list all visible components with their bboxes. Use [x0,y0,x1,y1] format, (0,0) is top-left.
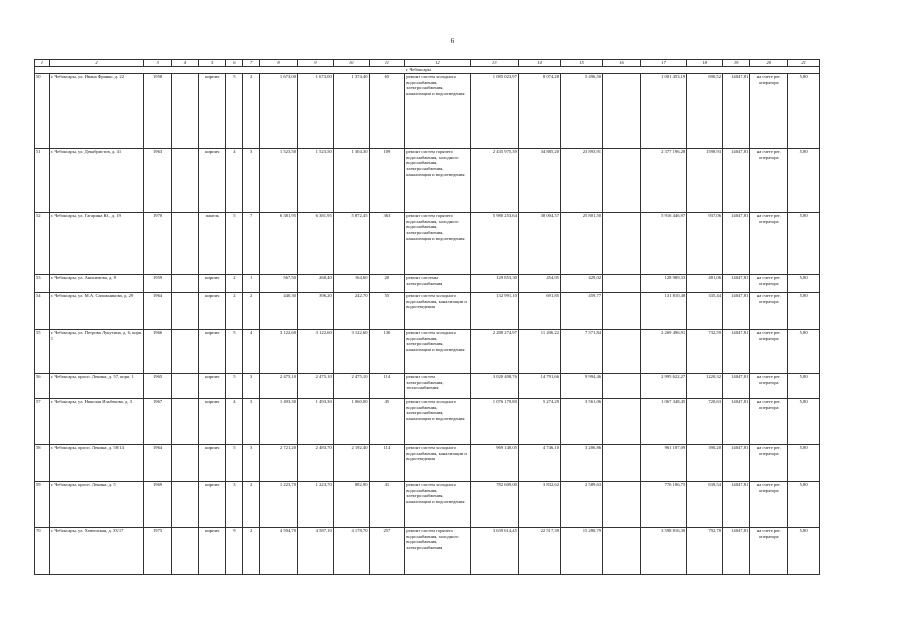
cell-f2: 15 280,79 [560,528,602,575]
cell-maxc: 14047,81 [723,330,750,374]
cell-f3: 2 269 496,91 [640,330,686,374]
city-heading-row [35,67,820,74]
cell-unit: 335,44 [687,293,723,330]
cell-mat: кирпич [199,275,226,293]
cell-src: на счете рег. оператора [750,482,788,528]
cell-mat: кирпич [199,293,226,330]
cell-c21: 5,80 [788,330,820,374]
cell-a1: 2 721,20 [260,445,298,482]
column-number-row [35,60,820,67]
cell-src: на счете рег. оператора [750,528,788,575]
cell-c21: 5,80 [788,275,820,293]
column-number: 13 [470,60,518,67]
cell-total: 3 639 614,45 [470,528,518,575]
cell-total: 129 853,30 [470,275,518,293]
cell-people: 114 [369,374,405,399]
cell-a1: 6 381,95 [260,213,298,275]
cell-unit: 690,52 [687,74,723,149]
cell-people: 257 [369,528,405,575]
cell-src: на счете рег. оператора [750,293,788,330]
cell-addr: г. Чебоксары, ул. Анисимова, д. 8 [49,275,144,293]
cell-f2: 9 994,46 [560,374,602,399]
column-number: 7 [243,60,260,67]
cell-c21: 5,80 [788,399,820,445]
column-number: 21 [788,60,820,67]
housing-repair-table [34,59,820,575]
table-row [35,293,820,330]
cell-f1: 8 074,28 [518,74,560,149]
cell-f3: 5 916 446,97 [640,213,686,275]
cell-a3: 882,90 [333,482,369,528]
cell-src: на счете рег. оператора [750,399,788,445]
cell-unit: 1220,32 [687,374,723,399]
cell-f3: 128 989,33 [640,275,686,293]
column-number: 2 [49,60,144,67]
cell-entr: 2 [243,293,260,330]
cell-c16 [603,330,641,374]
cell-f3: 1 067 348,45 [640,399,686,445]
cell-a3: 3 122,60 [333,330,369,374]
cell-src: на счете рег. оператора [750,149,788,213]
cell-entr: 2 [243,528,260,575]
cell-f3: 1 001 453,19 [640,74,686,149]
cell-f2: 23 893,91 [560,149,602,213]
cell-entr: 4 [243,330,260,374]
cell-a3: 1 304,30 [333,149,369,213]
cell-src: на счете рег. оператора [750,74,788,149]
cell-c21: 5,80 [788,445,820,482]
cell-entr: 3 [243,149,260,213]
cell-a1: 1 493,30 [260,399,298,445]
column-number: 12 [405,60,470,67]
cell-maxc: 14047,81 [723,482,750,528]
column-number: 1 [35,60,50,67]
cell-maxc: 14047,81 [723,528,750,575]
cell-a2: 3 122,60 [297,330,333,374]
cell-c16 [603,293,641,330]
table-row [35,445,820,482]
cell-entr: 3 [243,399,260,445]
cell-f3: 776 186,75 [640,482,686,528]
column-number: 8 [260,60,298,67]
cell-unit: 792,78 [687,528,723,575]
column-number: 9 [297,60,333,67]
cell-mat: панель [199,213,226,275]
cell-total: 5 980 253,64 [470,213,518,275]
cell-work: ремонт систем горячего водоснабжения, холодного водоснабжения, электроснабжения, канализации и водоотведения [405,149,470,213]
cell-year: 1958 [144,74,171,149]
cell-c16 [603,528,641,575]
cell-work: ремонт систем холодного водоснабжения, электроснабжения, канализации и водоотведения [405,399,470,445]
cell-year: 1964 [144,445,171,482]
cell-c4 [171,293,198,330]
cell-work: ремонт систем электроснабжения, теплоснабжения [405,374,470,399]
cell-a1: 1 673,00 [260,74,298,149]
cell-f2: 429,02 [560,275,602,293]
cell-a3: 4 178,70 [333,528,369,575]
cell-f1: 691,85 [518,293,560,330]
cell-people: 114 [369,445,405,482]
cell-num: 58 [35,445,50,482]
cell-floors: 5 [226,445,243,482]
cell-c4 [171,149,198,213]
cell-total: 132 991,10 [470,293,518,330]
cell-num: 59 [35,482,50,528]
cell-c16 [603,445,641,482]
cell-a3: 2 192,40 [333,445,369,482]
cell-a2: 1 523,50 [297,149,333,213]
cell-total: 782 609,00 [470,482,518,528]
cell-c16 [603,275,641,293]
cell-total: 1 076 179,80 [470,399,518,445]
cell-addr: г. Чебоксары, ул. Петрова Лукутина, д. 6, корп. 1 [49,330,144,374]
cell-a3: 164,60 [333,275,369,293]
cell-a2: 268,40 [297,275,333,293]
cell-c4 [171,399,198,445]
column-number: 18 [687,60,723,67]
cell-num: 57 [35,399,50,445]
cell-a2: 1 223,70 [297,482,333,528]
cell-c4 [171,528,198,575]
cell-floors: 5 [226,330,243,374]
cell-a1: 4 594,70 [260,528,298,575]
cell-src: на счете рег. оператора [750,374,788,399]
table-row [35,213,820,275]
cell-floors: 9 [226,528,243,575]
cell-c4 [171,374,198,399]
cell-floors: 2 [226,293,243,330]
cell-f2: 25 801,50 [560,213,602,275]
cell-c16 [603,482,641,528]
cell-maxc: 14047,81 [723,149,750,213]
cell-year: 1966 [144,330,171,374]
cell-a1: 567,50 [260,275,298,293]
cell-f1: 5 274,29 [518,399,560,445]
cell-mat: кирпич [199,528,226,575]
cell-a2: 2 483,70 [297,445,333,482]
cell-people: 130 [369,330,405,374]
column-number: 6 [226,60,243,67]
cell-maxc: 14047,81 [723,399,750,445]
table-row [35,149,820,213]
cell-people: 20 [369,275,405,293]
cell-maxc: 14047,81 [723,374,750,399]
cell-mat: кирпич [199,374,226,399]
cell-unit: 937,06 [687,213,723,275]
cell-mat: кирпич [199,482,226,528]
cell-mat: кирпич [199,445,226,482]
cell-a1: 440,30 [260,293,298,330]
cell-f1: 22 517,39 [518,528,560,575]
cell-a1: 3 122,60 [260,330,298,374]
cell-addr: г. Чебоксары, просп. Ленина, д. 57, корп. 1 [49,374,144,399]
table-row [35,74,820,149]
cell-year: 1967 [144,399,171,445]
cell-floors: 4 [226,149,243,213]
table-row [35,275,820,293]
cell-year: 1963 [144,149,171,213]
cell-work: ремонт системы электроснабжения [405,275,470,293]
cell-work: ремонт систем холодного водоснабжения, электроснабжения, канализации и водоотведения [405,482,470,528]
cell-f3: 961 187,09 [640,445,686,482]
cell-c21: 5,80 [788,482,820,528]
cell-people: 363 [369,213,405,275]
column-number: 4 [171,60,198,67]
cell-c21: 5,80 [788,213,820,275]
cell-src: на счете рег. оператора [750,213,788,275]
cell-people: 45 [369,399,405,445]
cell-a3: 1 374,40 [333,74,369,149]
cell-a3: 242,70 [333,293,369,330]
cell-f1: 14 791,66 [518,374,560,399]
cell-c4 [171,445,198,482]
cell-mat: кирпич [199,74,226,149]
table-row [35,399,820,445]
cell-unit: 1598,93 [687,149,723,213]
cell-num: 51 [35,149,50,213]
page-number: 6 [450,37,455,45]
cell-year: 1959 [144,275,171,293]
cell-c16 [603,149,641,213]
cell-people: 41 [369,482,405,528]
cell-a2: 396,20 [297,293,333,330]
cell-floors: 4 [226,399,243,445]
cell-floors: 5 [226,213,243,275]
cell-c21: 5,80 [788,149,820,213]
cell-people: 55 [369,293,405,330]
cell-mat: кирпич [199,149,226,213]
cell-unit: 639,54 [687,482,723,528]
cell-work: ремонт систем холодного водоснабжения, канализации и водоотведения [405,293,470,330]
cell-num: 53 [35,275,50,293]
cell-src: на счете рег. оператора [750,330,788,374]
cell-addr: г. Чебоксары, ул. М.А. Сапожникова, д. 29 [49,293,144,330]
cell-addr: г. Чебоксары, ул. Гагарина Ю., д. 19 [49,213,144,275]
column-number: 15 [560,60,602,67]
cell-num: 70 [35,528,50,575]
cell-entr: 3 [243,374,260,399]
cell-floors: 5 [226,74,243,149]
cell-f1: 11 206,22 [518,330,560,374]
cell-addr: г. Чебоксары, просп. Ленина, д. 5 [49,482,144,528]
cell-entr: 3 [243,445,260,482]
cell-mat: кирпич [199,399,226,445]
cell-a2: 2 475,10 [297,374,333,399]
cell-total: 2 435 975,39 [470,149,518,213]
column-number: 19 [723,60,750,67]
cell-f3: 3 598 816,30 [640,528,686,575]
cell-unit: 481,06 [687,275,723,293]
table-row [35,374,820,399]
cell-year: 1964 [144,293,171,330]
cell-entr: 7 [243,213,260,275]
cell-total: 969 140,05 [470,445,518,482]
cell-f2: 3 561,06 [560,399,602,445]
cell-floors: 2 [226,275,243,293]
cell-maxc: 14047,81 [723,445,750,482]
cell-f1: 34 885,20 [518,149,560,213]
cell-entr: 2 [243,74,260,149]
cell-f3: 131 810,48 [640,293,686,330]
column-number: 14 [518,60,560,67]
cell-addr: г. Чебоксары, ул. Ивана Франко, д. 22 [49,74,144,149]
cell-f2: 3 206,86 [560,445,602,482]
cell-f1: 4 746,10 [518,445,560,482]
cell-c16 [603,399,641,445]
cell-a3: 1 060,00 [333,399,369,445]
cell-c21: 5,80 [788,374,820,399]
cell-work: ремонт систем холодного водоснабжения, электроснабжения, канализации и водоотведения [405,330,470,374]
cell-f2: 2 589,63 [560,482,602,528]
cell-f3: 2 995 622,27 [640,374,686,399]
cell-src: на счете рег. оператора [750,445,788,482]
cell-num: 55 [35,330,50,374]
cell-year: 1969 [144,482,171,528]
cell-num: 56 [35,374,50,399]
cell-people: 65 [369,74,405,149]
cell-f2: 459,77 [560,293,602,330]
cell-year: 1975 [144,528,171,575]
cell-floors: 5 [226,374,243,399]
cell-c4 [171,74,198,149]
cell-c16 [603,374,641,399]
cell-c21: 5,80 [788,293,820,330]
cell-addr: г. Чебоксары, просп. Ленина, д. 58/14 [49,445,144,482]
cell-a3: 2 475,10 [333,374,369,399]
cell-a1: 2 475,10 [260,374,298,399]
cell-work: ремонт систем горячего водоснабжения, холодного водоснабжения, электроснабжения [405,528,470,575]
column-number: 17 [640,60,686,67]
cell-f1: 3 832,62 [518,482,560,528]
column-number: 3 [144,60,171,67]
cell-work: ремонт систем горячего водоснабжения, холодного водоснабжения, электроснабжения, канализации и водоотведения [405,213,470,275]
cell-num: 54 [35,293,50,330]
column-number: 10 [333,60,369,67]
cell-mat: кирпич [199,330,226,374]
cell-addr: г. Чебоксары, ул. Хевешская, д. 33/17 [49,528,144,575]
cell-a2: 4 587,10 [297,528,333,575]
cell-maxc: 14047,81 [723,74,750,149]
cell-entr: 2 [243,482,260,528]
cell-num: 50 [35,74,50,149]
cell-addr: г. Чебоксары, ул. Николая Ильбекова, д. 3 [49,399,144,445]
city-heading: г. Чебоксары [405,67,820,74]
cell-c4 [171,330,198,374]
cell-maxc: 14047,81 [723,293,750,330]
cell-src: на счете рег. оператора [750,275,788,293]
column-number: 11 [369,60,405,67]
cell-people: 109 [369,149,405,213]
cell-a3: 5 872,45 [333,213,369,275]
cell-c16 [603,213,641,275]
cell-c16 [603,74,641,149]
table-row [35,482,820,528]
cell-year: 1965 [144,374,171,399]
cell-c4 [171,275,198,293]
column-number: 16 [603,60,641,67]
cell-total: 3 020 408,76 [470,374,518,399]
cell-a1: 1 523,50 [260,149,298,213]
cell-unit: 390,20 [687,445,723,482]
cell-entr: 1 [243,275,260,293]
cell-total: 1 085 023,97 [470,74,518,149]
cell-c4 [171,213,198,275]
cell-f1: 454,95 [518,275,560,293]
cell-work: ремонт систем холодного водоснабжения, канализации и водоотведения [405,445,470,482]
cell-work: ремонт систем холодного водоснабжения, электроснабжения, канализации и водоотведения [405,74,470,149]
cell-c4 [171,482,198,528]
column-number: 20 [750,60,788,67]
cell-maxc: 14047,81 [723,213,750,275]
cell-year: 1970 [144,213,171,275]
cell-c21: 5,80 [788,528,820,575]
cell-maxc: 14047,81 [723,275,750,293]
cell-a2: 1 493,30 [297,399,333,445]
cell-f2: 5 496,50 [560,74,602,149]
table-row [35,528,820,575]
cell-floors: 3 [226,482,243,528]
cell-unit: 732,59 [687,330,723,374]
cell-unit: 720,63 [687,399,723,445]
column-number: 5 [199,60,226,67]
cell-total: 2 288 274,97 [470,330,518,374]
cell-a2: 6 381,95 [297,213,333,275]
cell-addr: г. Чебоксары, ул. Декабристов, д. 41 [49,149,144,213]
cell-f1: 38 004,57 [518,213,560,275]
cell-f3: 2 377 196,28 [640,149,686,213]
cell-a2: 1 673,00 [297,74,333,149]
cell-num: 52 [35,213,50,275]
table-row [35,330,820,374]
cell-c21: 5,80 [788,74,820,149]
cell-a1: 1 223,70 [260,482,298,528]
cell-f2: 7 571,84 [560,330,602,374]
